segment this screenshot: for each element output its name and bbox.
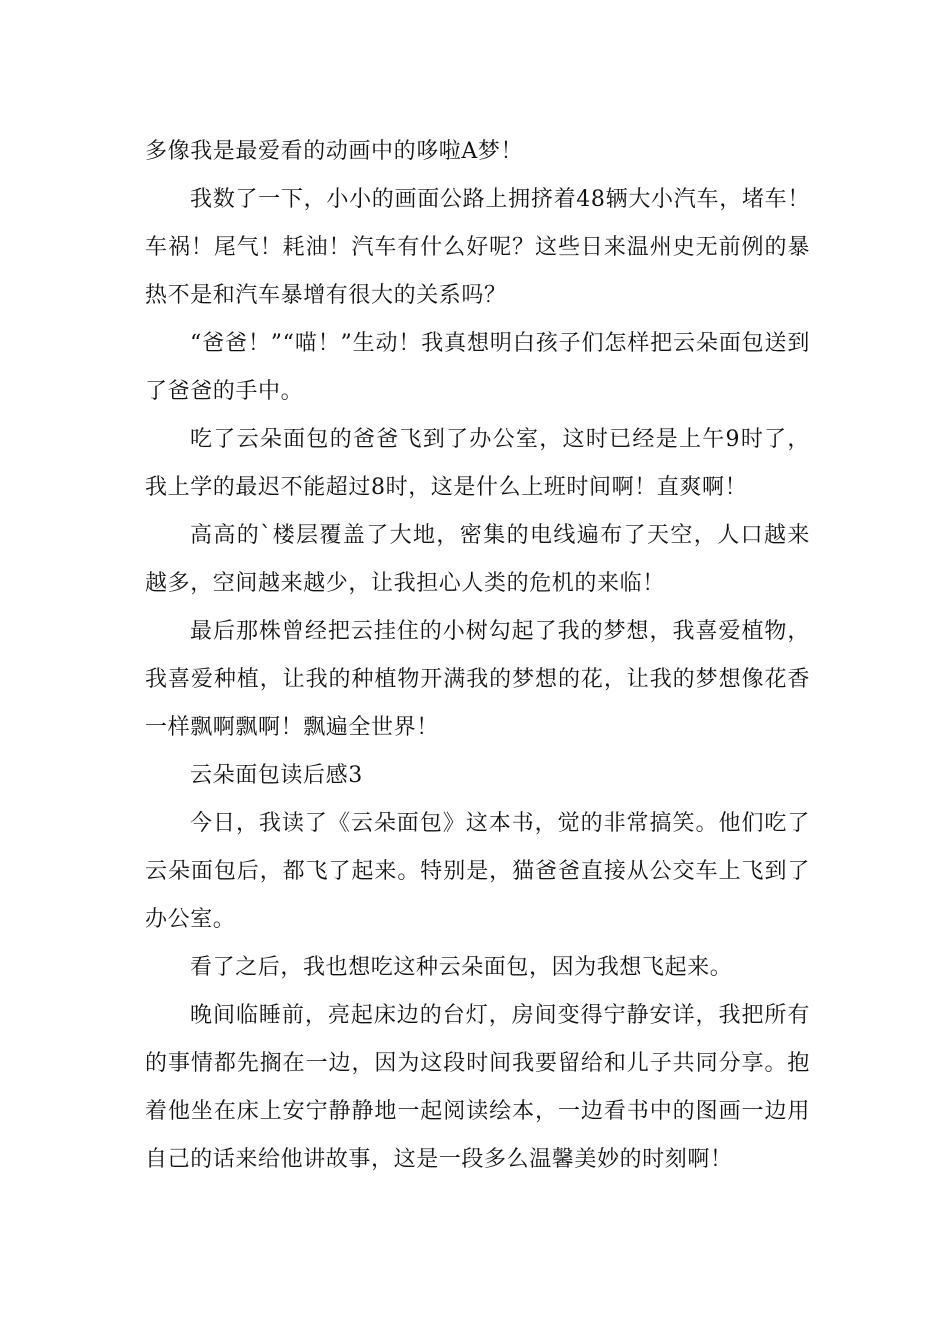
paragraph-4: 吃了云朵面包的爸爸飞到了办公室，这时已经是上午9时了，我上学的最迟不能超过8时，这是什么上班时间啊！直爽啊！ bbox=[145, 427, 810, 500]
document-body bbox=[145, 128, 810, 1184]
paragraph-8: 今日，我读了《云朵面包》这本书，觉的非常搞笑。他们吃了云朵面包后，都飞了起来。特别是，猫爸爸直接从公交车上飞到了办公室。 bbox=[145, 811, 810, 932]
paragraph-2: 我数了一下，小小的画面公路上拥挤着48辆大小汽车，堵车！车祸！尾气！耗油！汽车有什么好呢？这些日来温州史无前例的暴热不是和汽车暴增有很大的关系吗？ bbox=[145, 187, 810, 308]
paragraph-9: 看了之后，我也想吃这种云朵面包，因为我想飞起来。 bbox=[190, 955, 733, 980]
section-heading: 云朵面包读后感3 bbox=[190, 763, 363, 788]
paragraph-3: “爸爸！”“喵！”生动！我真想明白孩子们怎样把云朵面包送到了爸爸的手中。 bbox=[145, 331, 810, 404]
paragraph-1: 多像我是最爱看的动画中的哆啦A梦！ bbox=[145, 139, 524, 164]
paragraph-6: 最后那株曾经把云挂住的小树勾起了我的梦想，我喜爱植物，我喜爱种植，让我的种植物开满我的梦想的花，让我的梦想像花香一样飘啊飘啊！飘遍全世界！ bbox=[145, 619, 810, 740]
paragraph-5: 高高的`楼层覆盖了大地，密集的电线遍布了天空，人口越来越多，空间越来越少，让我担心人类的危机的来临！ bbox=[145, 523, 810, 596]
paragraph-10: 晚间临睡前，亮起床边的台灯，房间变得宁静安详，我把所有的事情都先搁在一边，因为这段时间我要留给和儿子共同分享。抱着他坐在床上安宁静静地一起阅读绘本，一边看书中的图画一边用自己的话来给他讲故事，这是一段多么温馨美妙的时刻啊！ bbox=[145, 1003, 810, 1172]
